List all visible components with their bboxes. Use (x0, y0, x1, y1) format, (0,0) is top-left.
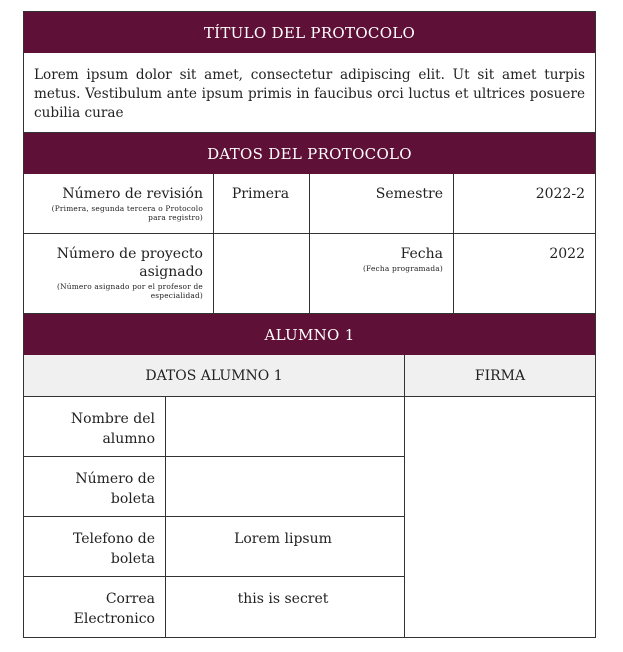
student-data-table (24, 397, 595, 638)
proyecto-value (214, 234, 310, 314)
revision-label: Número de revisión (62, 186, 203, 202)
student-subheader (24, 355, 595, 397)
student-boleta-label: Número de boleta (24, 457, 166, 517)
student-heading: ALUMNO 1 (24, 314, 595, 355)
student-name-label: Nombre del alumno (24, 397, 166, 457)
student-phone-label: Telefono de boleta (24, 517, 166, 577)
signature-box (405, 397, 595, 637)
semestre-value: 2022-2 (454, 174, 595, 234)
fecha-note: (Fecha programada) (362, 264, 443, 273)
proyecto-note: (Número asignado por el profesor de especialidad) (56, 282, 203, 300)
revision-label-cell (24, 174, 214, 234)
student-name-value (166, 397, 405, 457)
revision-value: Primera (214, 174, 310, 234)
proyecto-label: Número de proyecto asignado (56, 246, 203, 280)
protocol-data-heading: DATOS DEL PROTOCOLO (24, 133, 595, 174)
protocol-data-table (24, 174, 595, 314)
signature-heading: FIRMA (474, 367, 526, 384)
fecha-label-cell (310, 234, 454, 314)
student-email-label: Correa Electronico (24, 577, 166, 637)
fecha-label: Fecha (400, 246, 443, 262)
semestre-label: Semestre (310, 174, 454, 234)
revision-note: (Primera, segunda tercera o Protocolo para registro) (51, 204, 203, 222)
student-phone-value: Lorem lipsum (166, 517, 405, 577)
student-boleta-value (166, 457, 405, 517)
student-data-heading: DATOS ALUMNO 1 (24, 355, 405, 396)
protocol-form (23, 11, 596, 638)
proyecto-label-cell (24, 234, 214, 314)
protocol-description: Lorem ipsum dolor sit amet, consectetur adipiscing elit. Ut sit amet turpis metus. Vestibulum ante ipsum primis in faucibus orci luctus et ultrices posuere cubilia curae (24, 53, 595, 133)
student-email-value: this is secret (166, 577, 405, 637)
protocol-title: TÍTULO DEL PROTOCOLO (24, 12, 595, 53)
fecha-value: 2022 (454, 234, 595, 314)
